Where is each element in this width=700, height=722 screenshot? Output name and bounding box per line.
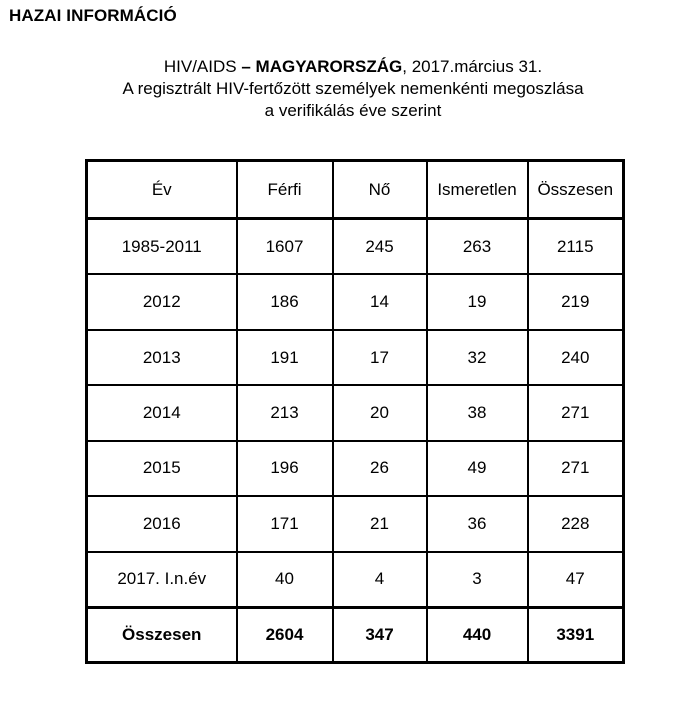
cell-total: 271: [528, 385, 624, 440]
cell-year: 2014: [87, 385, 237, 440]
cell-year: 2015: [87, 441, 237, 496]
cell-total: 2115: [528, 219, 624, 275]
header-male: Férfi: [237, 161, 333, 219]
cell-female: 21: [333, 496, 427, 551]
cell-male: 171: [237, 496, 333, 551]
section-heading: HAZAI INFORMÁCIÓ: [9, 6, 177, 25]
table-row: [87, 219, 624, 275]
cell-year: 2013: [87, 330, 237, 385]
table-row: [87, 274, 624, 329]
cell-unknown: 263: [427, 219, 528, 275]
cell-male: 191: [237, 330, 333, 385]
title-date: , 2017.március 31.: [402, 57, 543, 76]
cell-unknown: 49: [427, 441, 528, 496]
title-line-2: A regisztrált HIV-fertőzött személyek nemenkénti megoszlása: [122, 79, 584, 98]
table-row: [87, 496, 624, 551]
cell-year: 2017. I.n.év: [87, 552, 237, 608]
cell-unknown: 38: [427, 385, 528, 440]
title-prefix: HIV/AIDS: [163, 57, 242, 76]
cell-unknown: 32: [427, 330, 528, 385]
table-row: [87, 441, 624, 496]
hiv-data-table: [85, 159, 625, 664]
cell-unknown: 36: [427, 496, 528, 551]
cell-year: 1985-2011: [87, 219, 237, 275]
title-line-3: a verifikálás éve szerint: [264, 101, 442, 120]
total-female: 347: [333, 608, 427, 663]
cell-total: 219: [528, 274, 624, 329]
total-label: Összesen: [87, 608, 237, 663]
cell-total: 271: [528, 441, 624, 496]
total-unknown: 440: [427, 608, 528, 663]
cell-female: 26: [333, 441, 427, 496]
cell-female: 4: [333, 552, 427, 608]
table-row: [87, 330, 624, 385]
cell-year: 2016: [87, 496, 237, 551]
cell-male: 213: [237, 385, 333, 440]
cell-unknown: 19: [427, 274, 528, 329]
cell-female: 245: [333, 219, 427, 275]
table-row: [87, 385, 624, 440]
cell-male: 186: [237, 274, 333, 329]
table-row: [87, 552, 624, 608]
cell-total: 47: [528, 552, 624, 608]
title-dash: –: [241, 57, 256, 76]
header-total: Összesen: [528, 161, 624, 219]
header-year: Év: [87, 161, 237, 219]
table-total-row: [87, 608, 624, 663]
cell-male: 196: [237, 441, 333, 496]
header-unknown: Ismeretlen: [427, 161, 528, 219]
title-line-1: [0, 56, 700, 78]
cell-female: 17: [333, 330, 427, 385]
cell-male: 40: [237, 552, 333, 608]
cell-total: 228: [528, 496, 624, 551]
cell-male: 1607: [237, 219, 333, 275]
header-female: Nő: [333, 161, 427, 219]
table-title: [0, 56, 700, 122]
cell-year: 2012: [87, 274, 237, 329]
cell-female: 20: [333, 385, 427, 440]
cell-female: 14: [333, 274, 427, 329]
cell-total: 240: [528, 330, 624, 385]
cell-unknown: 3: [427, 552, 528, 608]
title-country: MAGYARORSZÁG: [255, 57, 403, 76]
table-header-row: [87, 161, 624, 219]
total-sum: 3391: [528, 608, 624, 663]
total-male: 2604: [237, 608, 333, 663]
